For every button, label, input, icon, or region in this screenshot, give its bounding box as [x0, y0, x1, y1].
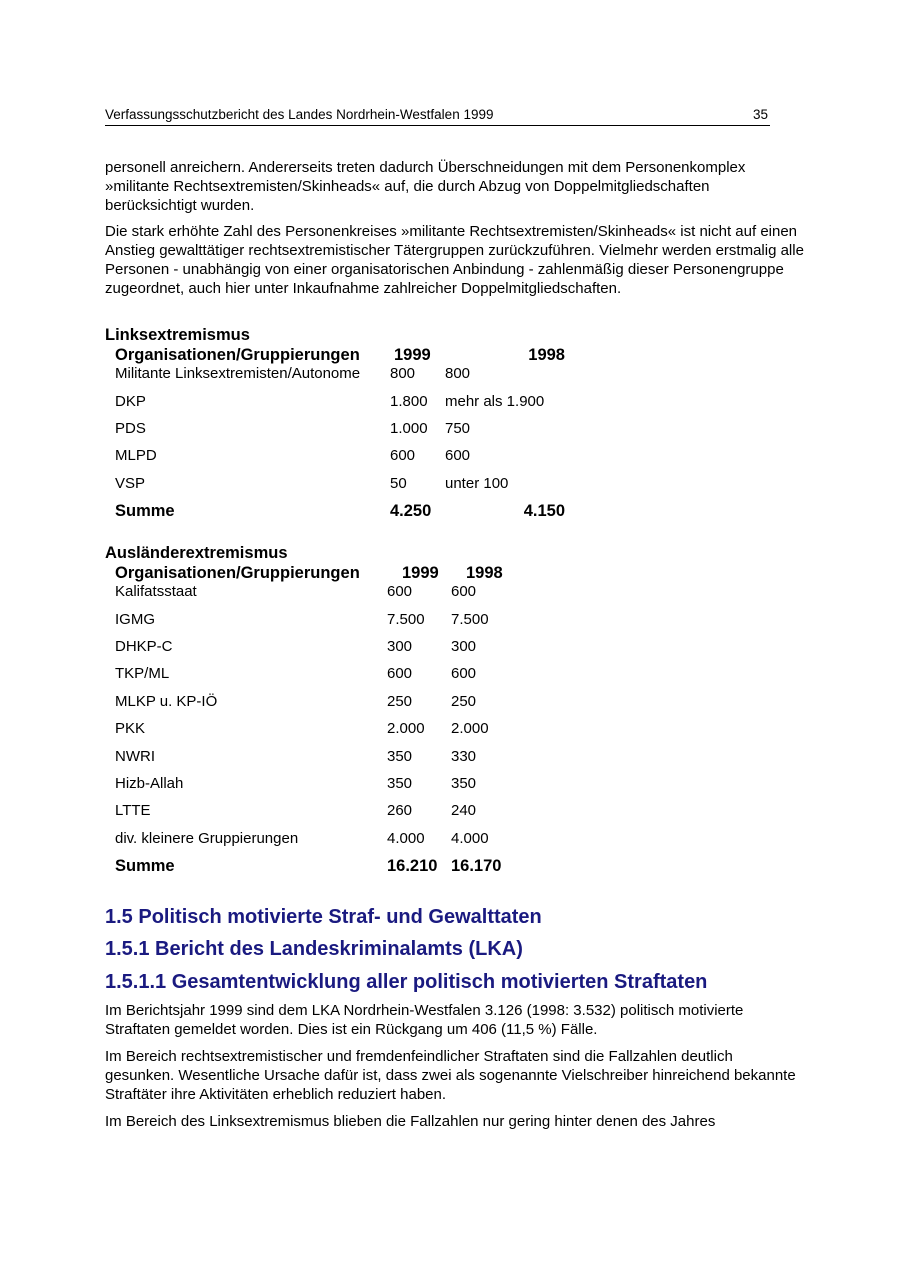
table-row [115, 583, 515, 611]
intro-paragraph-1: personell anreichern. Andererseits treten dadurch Überschneidungen mit dem Personenkomplex »militante Rechtsextremisten/Skinheads« auf, die durch Abzug von Doppelmitgliedschaften berücksichtigt wurden. [105, 159, 746, 214]
cell-org: DKP [115, 393, 146, 410]
table-row [115, 393, 565, 420]
cell-1998: 600 [451, 583, 477, 600]
table-row [115, 638, 515, 665]
table-row [115, 693, 515, 720]
cell-org: PKK [115, 720, 146, 737]
col-header-1998: 1998 [466, 564, 503, 582]
cell-1998: 750 [445, 420, 471, 437]
cell-1998: 600 [445, 447, 471, 464]
cell-1998: 7.500 [451, 611, 489, 628]
cell-sum-1998: 4.150 [523, 502, 565, 520]
cell-sum-1998: 16.170 [451, 857, 502, 875]
cell-1999: 350 [387, 775, 413, 792]
auslaender-table [115, 564, 515, 876]
page-header [105, 107, 770, 126]
cell-org: MLKP u. KP-IÖ [115, 693, 218, 710]
cell-1999: 50 [390, 475, 407, 492]
cell-1999: 2.000 [387, 720, 425, 737]
cell-1999: 1.000 [390, 420, 428, 437]
section-title-linksextremismus: Linksextremismus [105, 326, 250, 344]
cell-1999: 600 [387, 665, 413, 682]
cell-1999: 350 [387, 748, 413, 765]
cell-1999: 1.800 [390, 393, 428, 410]
cell-1998: 800 [445, 365, 471, 382]
cell-1999: 4.000 [387, 830, 425, 847]
cell-1999: 600 [390, 447, 416, 464]
table-row [115, 475, 565, 502]
cell-org: LTTE [115, 802, 151, 819]
cell-1999: 250 [387, 693, 413, 710]
cell-1998: 240 [451, 802, 477, 819]
cell-1999: 260 [387, 802, 413, 819]
header-title: Verfassungsschutzbericht des Landes Nordrhein-Westfalen 1999 [105, 107, 494, 122]
table-header-row [115, 346, 565, 365]
table-row [115, 611, 515, 638]
cell-1998: 330 [451, 748, 477, 765]
cell-org: Militante Linksextremisten/Autonome [115, 365, 361, 382]
cell-1998: mehr als 1.900 [445, 393, 545, 410]
cell-1999: 7.500 [387, 611, 425, 628]
heading-1-5: 1.5 Politisch motivierte Straf- und Gewalttaten [105, 906, 542, 928]
table-row [115, 748, 515, 775]
cell-1999: 300 [387, 638, 413, 655]
table-sum-row [115, 857, 515, 876]
cell-1998: 250 [451, 693, 477, 710]
cell-org: NWRI [115, 748, 155, 765]
cell-org: IGMG [115, 611, 155, 628]
intro-paragraph-2: Die stark erhöhte Zahl des Personenkreises »militante Rechtsextremisten/Skinheads« ist nicht auf einen Anstieg gewalttätiger rechtsextremistischer Tätergruppen zurückzuführen. Vielmehr werden erstmalig alle Personen - unabhängig von einer organisatorischen Anbindung - zahlenmäßig dieser Personengruppe zugeordnet, auch hier unter Inkaufnahme zahlreicher Doppelmitgliedschaften. [105, 223, 804, 297]
cell-org: div. kleinere Gruppierungen [115, 830, 299, 847]
cell-1998: 600 [451, 665, 477, 682]
cell-org: Kalifatsstaat [115, 583, 197, 600]
table-sum-row [115, 502, 565, 521]
col-header-1999: 1999 [394, 346, 431, 364]
table-row [115, 365, 565, 393]
cell-sum-label: Summe [115, 502, 175, 520]
table-header-row [115, 564, 515, 583]
cell-org: Hizb-Allah [115, 775, 184, 792]
cell-org: MLPD [115, 447, 157, 464]
page-number: 35 [752, 107, 768, 122]
table-row [115, 665, 515, 693]
col-header-org: Organisationen/Gruppierungen [115, 564, 360, 582]
section-title-auslaenderextremismus: Ausländerextremismus [105, 544, 288, 562]
table-row [115, 720, 515, 748]
cell-1998: 2.000 [451, 720, 489, 737]
cell-1998: 4.000 [451, 830, 489, 847]
links-table [115, 346, 565, 521]
cell-org: VSP [115, 475, 146, 492]
col-header-org: Organisationen/Gruppierungen [115, 346, 360, 364]
cell-1998: 350 [451, 775, 477, 792]
col-header-1998: 1998 [528, 346, 565, 364]
cell-1998: unter 100 [445, 475, 509, 492]
heading-1-5-1: 1.5.1 Bericht des Landeskriminalamts (LKA) [105, 938, 523, 960]
table-row [115, 802, 515, 830]
table-row [115, 830, 515, 857]
table-row [115, 447, 565, 475]
cell-1999: 800 [390, 365, 416, 382]
cell-org: TKP/ML [115, 665, 170, 682]
cell-1998: 300 [451, 638, 477, 655]
heading-1-5-1-1: 1.5.1.1 Gesamtentwicklung aller politisch motivierten Straftaten [105, 971, 708, 993]
cell-org: DHKP-C [115, 638, 173, 655]
cell-1999: 600 [387, 583, 413, 600]
body-paragraph-1: Im Berichtsjahr 1999 sind dem LKA Nordrhein-Westfalen 3.126 (1998: 3.532) politisch motivierte Straftaten gemeldet worden. Dies ist ein Rückgang um 406 (11,5 %) Fälle. [105, 1002, 744, 1038]
body-paragraph-2: Im Bereich rechtsextremistischer und fremdenfeindlicher Straftaten sind die Fallzahlen deutlich gesunken. Wesentliche Ursache dafür ist, dass zwei als sogenannte Vielschreiber hinreichend bekannte Straftäter ihre Aktivitäten erheblich reduziert haben. [105, 1048, 796, 1103]
col-header-1999: 1999 [402, 564, 439, 582]
body-paragraph-3: Im Bereich des Linksextremismus blieben die Fallzahlen nur gering hinter denen des Jahres [105, 1113, 716, 1130]
cell-sum-1999: 16.210 [387, 857, 438, 875]
table-row [115, 420, 565, 447]
cell-org: PDS [115, 420, 146, 437]
cell-sum-1999: 4.250 [390, 502, 432, 520]
table-row [115, 775, 515, 802]
cell-sum-label: Summe [115, 857, 175, 875]
